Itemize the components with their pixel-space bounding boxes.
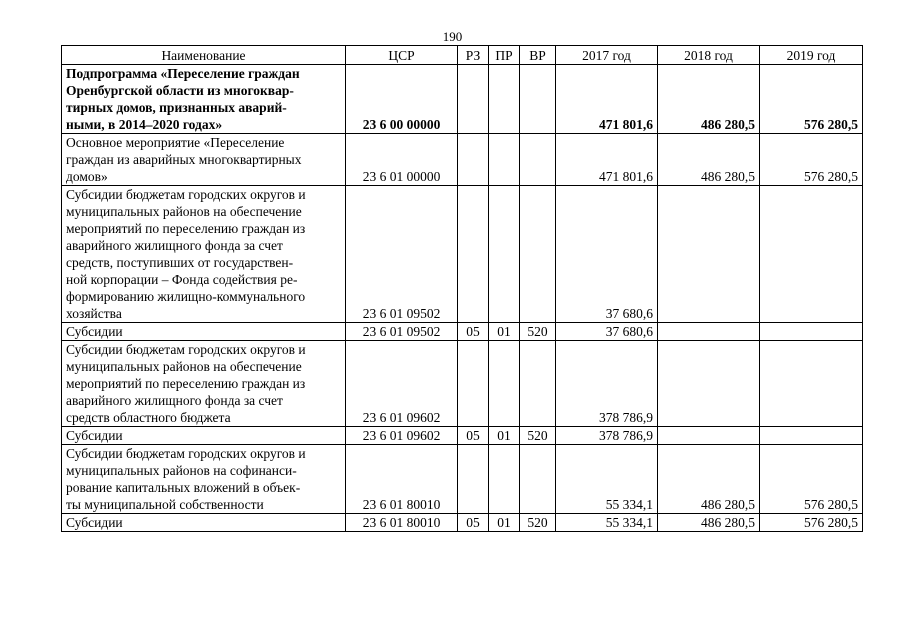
table-row — [62, 341, 863, 427]
header-2019: 2019 год — [760, 46, 863, 65]
row-pr: 01 — [489, 514, 520, 532]
row-rz: 05 — [458, 323, 489, 341]
row-vr — [520, 186, 556, 323]
budget-table — [61, 45, 863, 532]
header-csr: ЦСР — [346, 46, 458, 65]
row-pr: 01 — [489, 323, 520, 341]
row-name: Основное мероприятие «Переселение граждан из аварийных многоквартирных домов» — [62, 134, 346, 186]
row-pr: 01 — [489, 427, 520, 445]
row-rz: 05 — [458, 514, 489, 532]
header-pr: ПР — [489, 46, 520, 65]
row-2019 — [760, 427, 863, 445]
row-vr: 520 — [520, 427, 556, 445]
row-2018: 486 280,5 — [658, 134, 760, 186]
row-2017: 378 786,9 — [556, 427, 658, 445]
row-name: Субсидии бюджетам городских округов и муниципальных районов на обеспечение мероприятий по переселению граждан из аварийного жилищного фонда за счет средств, поступивших от государствен- ной корпорации – Фонда содействия ре- формированию жилищно-коммунального хозяйства — [62, 186, 346, 323]
row-2019 — [760, 323, 863, 341]
row-2018 — [658, 341, 760, 427]
header-rz: РЗ — [458, 46, 489, 65]
table-row — [62, 445, 863, 514]
row-2019: 576 280,5 — [760, 514, 863, 532]
row-vr: 520 — [520, 323, 556, 341]
row-csr: 23 6 01 09602 — [346, 341, 458, 427]
row-2017: 37 680,6 — [556, 186, 658, 323]
row-vr — [520, 134, 556, 186]
row-name: Подпрограмма «Переселение граждан Оренбургской области из многоквар- тирных домов, признанных аварий- ными, в 2014–2020 годах» — [62, 65, 346, 134]
row-csr: 23 6 01 09602 — [346, 427, 458, 445]
row-name: Субсидии — [62, 427, 346, 445]
row-rz — [458, 445, 489, 514]
row-csr: 23 6 01 09502 — [346, 323, 458, 341]
row-2018: 486 280,5 — [658, 445, 760, 514]
row-2017: 378 786,9 — [556, 341, 658, 427]
row-rz — [458, 341, 489, 427]
row-2017: 37 680,6 — [556, 323, 658, 341]
row-csr: 23 6 01 80010 — [346, 445, 458, 514]
row-pr — [489, 341, 520, 427]
row-2018: 486 280,5 — [658, 514, 760, 532]
table-row-subprogram — [62, 65, 863, 134]
page-number: 190 — [442, 29, 463, 44]
row-csr: 23 6 01 80010 — [346, 514, 458, 532]
row-pr — [489, 134, 520, 186]
row-2018 — [658, 186, 760, 323]
row-vr — [520, 445, 556, 514]
row-2019: 576 280,5 — [760, 134, 863, 186]
row-2019: 576 280,5 — [760, 65, 863, 134]
row-2017: 55 334,1 — [556, 445, 658, 514]
row-2017: 55 334,1 — [556, 514, 658, 532]
table-row — [62, 323, 863, 341]
table-row — [62, 134, 863, 186]
header-2018: 2018 год — [658, 46, 760, 65]
row-vr — [520, 341, 556, 427]
row-pr — [489, 445, 520, 514]
row-csr: 23 6 00 00000 — [346, 65, 458, 134]
row-2018 — [658, 427, 760, 445]
row-2017: 471 801,6 — [556, 134, 658, 186]
row-vr: 520 — [520, 514, 556, 532]
row-csr: 23 6 01 00000 — [346, 134, 458, 186]
row-rz — [458, 65, 489, 134]
row-pr — [489, 65, 520, 134]
row-2017: 471 801,6 — [556, 65, 658, 134]
header-vr: ВР — [520, 46, 556, 65]
row-name: Субсидии бюджетам городских округов и муниципальных районов на софинанси- рование капитальных вложений в объек- ты муниципальной собственности — [62, 445, 346, 514]
table-header-row — [62, 46, 863, 65]
row-rz — [458, 186, 489, 323]
row-name: Субсидии бюджетам городских округов и муниципальных районов на обеспечение мероприятий по переселению граждан из аварийного жилищного фонда за счет средств областного бюджета — [62, 341, 346, 427]
table-row — [62, 186, 863, 323]
row-2019: 576 280,5 — [760, 445, 863, 514]
row-name: Субсидии — [62, 514, 346, 532]
row-2019 — [760, 341, 863, 427]
row-name: Субсидии — [62, 323, 346, 341]
table-row — [62, 427, 863, 445]
row-2018: 486 280,5 — [658, 65, 760, 134]
row-csr: 23 6 01 09502 — [346, 186, 458, 323]
header-2017: 2017 год — [556, 46, 658, 65]
row-2018 — [658, 323, 760, 341]
row-2019 — [760, 186, 863, 323]
row-vr — [520, 65, 556, 134]
row-rz — [458, 134, 489, 186]
row-pr — [489, 186, 520, 323]
header-name: Наименование — [62, 46, 346, 65]
table-row — [62, 514, 863, 532]
row-rz: 05 — [458, 427, 489, 445]
